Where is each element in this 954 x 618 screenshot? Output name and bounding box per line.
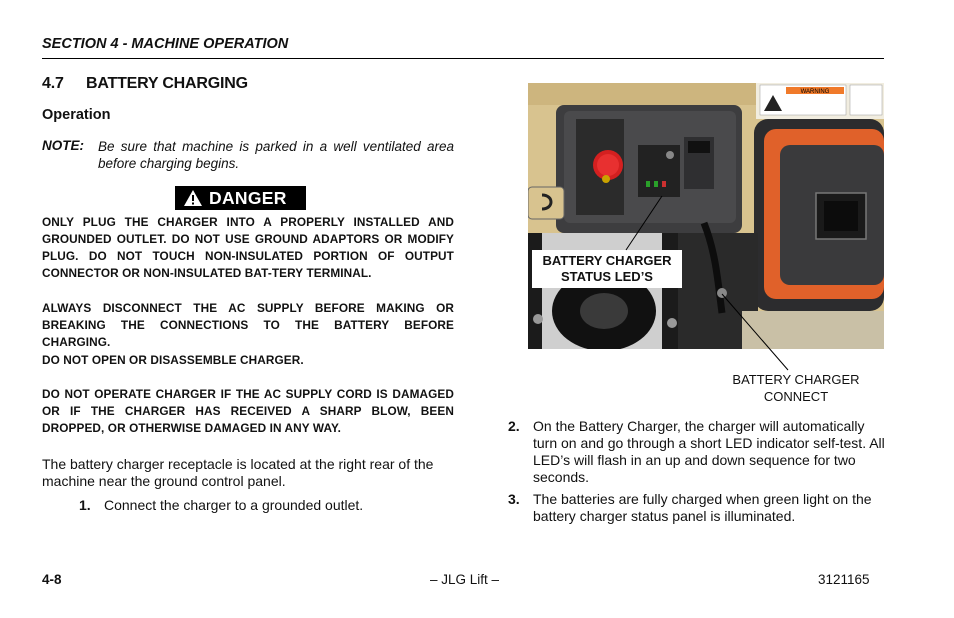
subheading: Operation: [42, 107, 111, 123]
warning-paragraph: DO NOT OPERATE CHARGER IF THE AC SUPPLY CORD IS DAMAGED OR IF THE CHARGER HAS RECEIVED A SHARP BLOW, BEEN DROPPED, OR OTHERWISE DAMAGED IN ANY WAY.: [42, 387, 454, 435]
step-text: On the Battery Charger, the charger will automatically turn on and go through a short LED indicator self-test. All LED’s will flash in an up and down sequence for two seconds.: [533, 418, 885, 485]
warning-paragraph: DO NOT OPEN OR DISASSEMBLE CHARGER.: [42, 353, 304, 367]
document-number: 3121165: [818, 572, 870, 587]
warning-triangle-icon: [183, 189, 203, 207]
callout-charger-connect: BATTERY CHARGER CONNECT: [732, 372, 860, 404]
danger-label: DANGER: [209, 187, 287, 208]
battery-charger-photo: [528, 83, 884, 349]
footer-center: – JLG Lift –: [430, 572, 500, 587]
section-header: SECTION 4 - MACHINE OPERATION: [42, 36, 289, 52]
step-number: 3.: [508, 491, 520, 507]
page-number: 4-8: [42, 572, 62, 587]
warning-paragraph: ALWAYS DISCONNECT THE AC SUPPLY BEFORE MAKING OR BREAKING THE CONNECTIONS TO THE BATTERY BEFORE CHARGING.: [42, 301, 454, 349]
heading-number: 4.7: [42, 75, 64, 92]
step-number: 1.: [79, 497, 91, 513]
warning-paragraph: ONLY PLUG THE CHARGER INTO A PROPERLY INSTALLED AND GROUNDED OUTLET. DO NOT USE GROUND ADAPTORS OR MODIFY PLUG. DO NOT TOUCH NON-INSULATED PORTION OF OUTPUT CONNECTOR OR NON-INSULATED BAT-TERY TERMINAL.: [42, 215, 454, 280]
charger-illustration: [528, 83, 884, 349]
step-text: Connect the charger to a grounded outlet.: [104, 497, 364, 513]
callout-status-leds: BATTERY CHARGER STATUS LED’S: [532, 250, 682, 288]
note-text: Be sure that machine is parked in a well ventilated area before charging begins.: [98, 139, 454, 171]
heading-title: BATTERY CHARGING: [86, 75, 248, 92]
step-text: The batteries are fully charged when green light on the battery charger status panel is illuminated.: [533, 491, 872, 524]
section-heading: [42, 75, 248, 93]
note-label: NOTE:: [42, 138, 84, 153]
danger-banner: [175, 186, 306, 210]
callout-leader-line: [716, 290, 796, 374]
step-number: 2.: [508, 418, 520, 434]
body-paragraph: The battery charger receptacle is located at the right rear of the machine near the ground control panel.: [42, 456, 434, 489]
sticker-warning-text: WARNING: [800, 89, 830, 95]
callout-leader-line: [620, 194, 680, 254]
header-rule: [42, 58, 884, 59]
